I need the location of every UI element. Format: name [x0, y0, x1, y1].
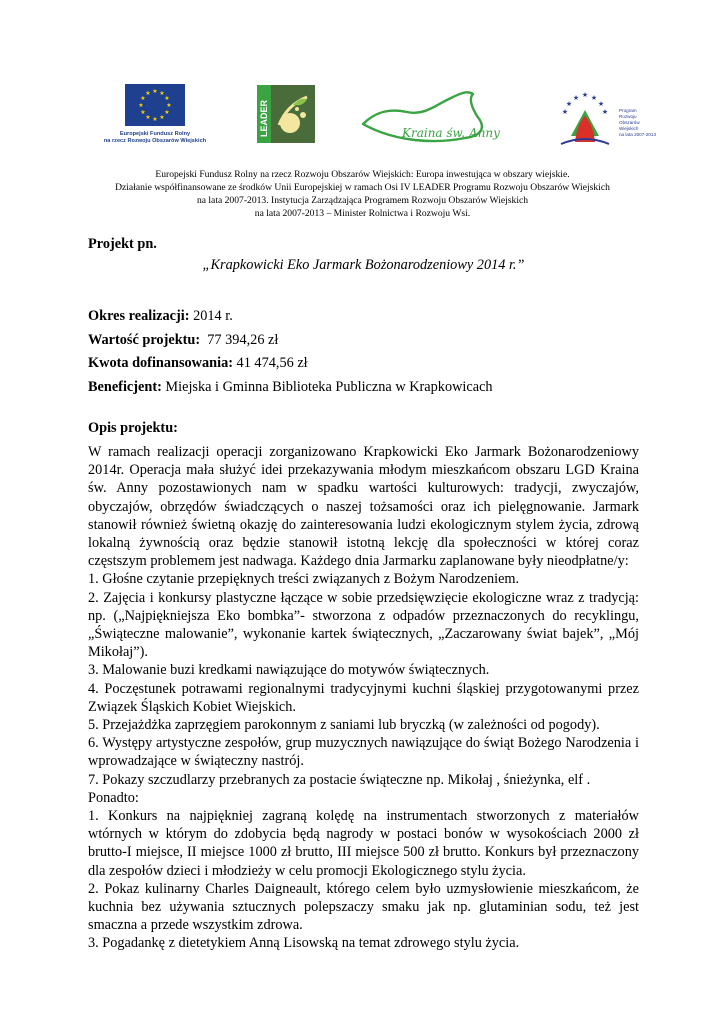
svg-text:★: ★ — [159, 90, 165, 97]
prow-line5: na lata 2007-2013 — [619, 132, 657, 137]
prow-logo — [545, 88, 665, 146]
project-title: „Krapkowicki Eko Jarmark Bożonarodzeniowy 2014 r.” — [202, 257, 525, 273]
opis-item: 7. Pokazy szczudlarzy przebranych za postacie świąteczne np. Mikołaj , śnieżynka, elf . — [88, 771, 591, 788]
okres-value: 2014 r. — [189, 308, 233, 324]
beneficjent-label: Beneficjent: — [88, 378, 162, 395]
svg-text:★: ★ — [164, 109, 170, 116]
svg-text:★: ★ — [152, 116, 158, 123]
opis-item: 2. Zajęcia i konkursy plastyczne łączące w sobie przedsięwzięcie ekologiczne wraz z tradycją: np. („Najpiękniejsza Eko bombka”- stworzona z odpadów przeznaczonych do recyklingu, „Świąteczne malowanie”, wykonanie kartek świątecznych, „Zaczarowany świat bajek”, „Mój Mikołaj”). — [88, 589, 639, 661]
opis-paragraph: W ramach realizacji operacji zorganizowano Krapkowicki Eko Jarmark Bożonarodzeniowy 2014r. Operacja mała służyć idei przekazywania młodym mieszkańcom obszaru LGD Kraina św. Anny pozostawionych nam w spadku wartości kulturowych: tradycji, zwyczajów, obyczajów, obrzędów świadczących o naszej tożsamości oraz ich pielęgnowanie. Jarmark stanowił również świetną okazję do zainteresowania ludzi ekologicznym stylem życia, zdrową lokalną żywnością oraz będzie stanowił istotną lekcję dla społeczności w której coraz częstszym problemem jest nadwaga. Każdego dnia Jarmarku zaplanowane były nieodpłatne/y: — [88, 444, 639, 570]
svg-text:★: ★ — [138, 102, 144, 109]
svg-text:★: ★ — [572, 94, 580, 102]
kwota-value: 41 474,56 zł — [232, 355, 308, 372]
kraina-text: Kraina św. Anny — [402, 126, 500, 140]
svg-text:★: ★ — [152, 88, 158, 95]
prow-line4: Wiejskich — [619, 126, 639, 131]
opis-item: 2. Pokaz kulinarny Charles Daigneault, którego celem było uzmysłowienie mieszkańcom, że kuchnia bez używania sztucznych polepszaczy smaku jak np. glutaminian sodu, też jest smaczna a przede wszystkim zdrowa. — [88, 880, 639, 934]
svg-text:★: ★ — [164, 95, 170, 102]
wartosc-row — [88, 329, 639, 353]
opis-subheading: Ponadto: — [88, 789, 139, 806]
funding-line: na lata 2007-2013 – Minister Rolnictwa i Rozwoju Wsi. — [254, 208, 471, 219]
funding-line: Działanie współfinansowane ze środków Unii Europejskiej w ramach Osi IV LEADER Programu Rozwoju Obszarów Wiejskich — [115, 182, 610, 193]
eu-flag-icon — [125, 84, 185, 126]
wartosc-value: 77 394,26 zł — [200, 331, 279, 348]
eu-fund-logo — [100, 84, 210, 145]
beneficjent-value: Miejska i Gminna Biblioteka Publiczna w Krapkowicach — [161, 378, 493, 395]
opis-label: Opis projektu: — [88, 420, 178, 436]
project-label: Projekt pn. — [88, 236, 157, 252]
kraina-sw-anny-logo — [355, 86, 505, 146]
leader-logo — [257, 85, 315, 143]
svg-text:★: ★ — [597, 100, 605, 108]
beneficjent-row — [88, 376, 639, 400]
svg-text:★: ★ — [145, 90, 151, 97]
opis-item: 3. Malowanie buzi kredkami nawiązujące do motywów świątecznych. — [88, 662, 490, 679]
eu-caption-line2: na rzecz Rozwoju Obszarów Wiejskich — [103, 138, 207, 144]
opis-item: 3. Pogadankę z dietetykiem Anną Lisowską na temat zdrowego stylu życia. — [88, 935, 520, 952]
svg-text:★: ★ — [159, 114, 165, 121]
kwota-label: Kwota dofinansowania: — [88, 355, 233, 372]
eu-caption-line1: Europejski Fundusz Rolny — [119, 131, 191, 137]
svg-text:★: ★ — [561, 108, 569, 116]
opis-item: 1. Głośne czytanie przepięknych treści związanych z Bożym Narodzeniem. — [88, 571, 520, 588]
opis-item: 6. Występy artystyczne zespołów, grup muzycznych nawiązujące do świąt Bożego Narodzenia i wprowadzające w świąteczny nastrój. — [88, 735, 639, 770]
prow-line3: Obszarów — [619, 120, 640, 125]
prow-line2: Rozwoju — [619, 114, 637, 119]
leader-vertical-text: LEADER — [259, 99, 269, 137]
svg-text:★: ★ — [590, 94, 598, 102]
prow-line1: Program — [619, 108, 637, 113]
funding-line: Europejski Fundusz Rolny na rzecz Rozwoju Obszarów Wiejskich: Europa inwestująca w obszary wiejskie. — [155, 169, 570, 180]
funding-line: na lata 2007-2013. Instytucja Zarządzająca Programem Rozwoju Obszarów Wiejskich — [196, 195, 529, 206]
kwota-row — [88, 352, 639, 376]
project-meta — [88, 305, 639, 399]
svg-text:★: ★ — [140, 109, 146, 116]
opis-body — [88, 443, 639, 953]
opis-item: 1. Konkurs na najpiękniej zagraną kolędę na instrumentach stworzonych z materiałów wtórnych w którym do zdobycia będą nagrody w postaci bonów w wysokościach 2000 zł brutto-I miejsce, II miejsce 1000 zł brutto, III miejsce 500 zł brutto. Konkurs był przeznaczony dla zespołów dzieci i młodzieży w celu promocji Ekologicznego stylu życia. — [88, 808, 639, 879]
logo-row — [0, 84, 725, 154]
wartosc-label: Wartość projektu: — [88, 331, 201, 348]
svg-text:★: ★ — [166, 102, 172, 109]
opis-item: 4. Poczęstunek potrawami regionalnymi tradycyjnymi kuchni śląskiej przygotowanymi przez Związek Śląskich Kobiet Wiejskich. — [88, 680, 639, 715]
svg-text:★: ★ — [601, 108, 609, 116]
okres-label: Okres realizacji: — [88, 308, 190, 324]
svg-text:★: ★ — [145, 114, 151, 121]
funding-statement — [80, 168, 645, 220]
svg-text:★: ★ — [565, 100, 573, 108]
okres-row — [88, 305, 639, 329]
svg-text:★: ★ — [140, 95, 146, 102]
opis-item: 5. Przejażdżka zaprzęgiem parokonnym z saniami lub bryczką (w zależności od pogody). — [88, 717, 600, 734]
svg-text:★: ★ — [581, 91, 589, 99]
